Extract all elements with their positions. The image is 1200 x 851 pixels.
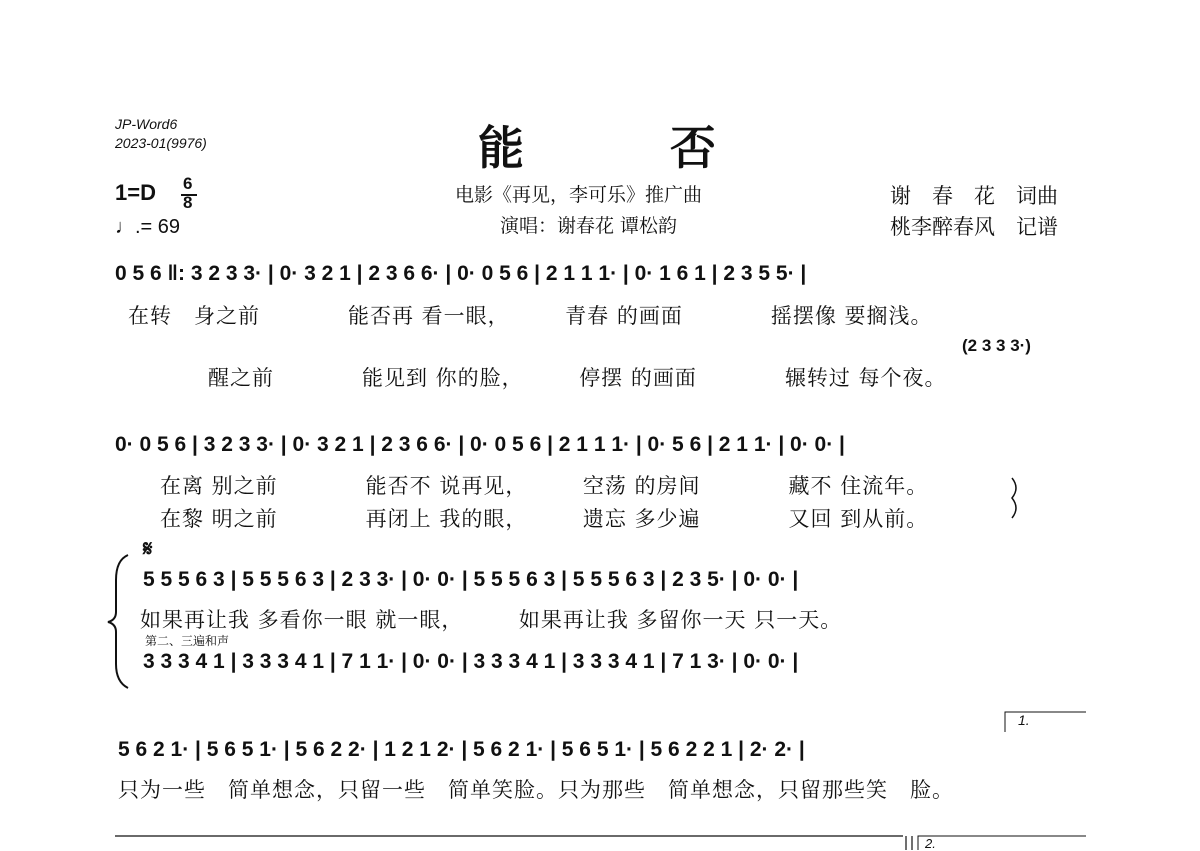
system2-lyrics-verse1: 在离 别之前 能否不 说再见， 空荡 的房间 藏不 住流年。 <box>160 474 929 498</box>
system1-lyrics-verse1: 在转 身之前 能否再 看一眼， 青春 的画面 摇摆像 要搁浅。 <box>128 304 933 328</box>
software-label: JP-Word6 <box>115 116 178 132</box>
system2-lyrics-verse2: 在黎 明之前 再闭上 我的眼， 遗忘 多少遍 又回 到从前。 <box>160 507 929 531</box>
volta-2-bracket <box>918 836 1086 850</box>
time-numerator: 6 <box>183 174 193 193</box>
system4-notes: 5 6 2 1· | 5 6 5 1· | 5 6 2 2· | 1 2 1 2· | 5 6 2 1· | 5 6 5 1· | 5 6 2 2 1 | 2· 2· | <box>118 738 805 761</box>
system2-notes: 0· 0 5 6 | 3 2 3 3· | 0· 3 2 1 | 2 3 6 6· | 0· 0 5 6 | 2 1 1 1· | 0· 5 6 | 2 1 1· | 0· 0· | <box>115 433 845 456</box>
segno-sign: 𝄋 <box>143 536 153 561</box>
system3-brace <box>108 555 128 688</box>
time-denominator: 8 <box>183 193 193 212</box>
system3-harmony-notes: 3 3 3 4 1 | 3 3 3 4 1 | 7 1 1· | 0· 0· | 3 3 3 4 1 | 3 3 3 4 1 | 7 1 3· | 0· 0· | <box>143 650 799 673</box>
system3-lyrics: 如果再让我 多看你一眼 就一眼， 如果再让我 多留你一天 只一天。 <box>140 608 843 632</box>
system1-lyrics-verse2: 醒之前 能见到 你的脸， 停摆 的画面 辗转过 每个夜。 <box>208 366 947 390</box>
transcriber-credit: 桃李醉春风 记谱 <box>890 215 1058 239</box>
volta-1-bracket <box>1005 712 1086 732</box>
version-label: 2023-01(9976) <box>115 135 207 151</box>
volta-1-label: 1. <box>1018 712 1030 728</box>
subtitle: 电影《再见，李可乐》推广曲 <box>455 184 703 206</box>
singers: 演唱：谢春花 谭松韵 <box>500 215 678 237</box>
system1-notes: 0 5 6 ‖: 3 2 3 3· | 0· 3 2 1 | 2 3 6 6· | 0· 0 5 6 | 2 1 1 1· | 0· 1 6 1 | 2 3 5 5· | <box>115 262 807 285</box>
harmony-label: 第二、三遍和声 <box>145 634 230 648</box>
system3-notes: 5 5 5 6 3 | 5 5 5 6 3 | 2 3 3· | 0· 0· | 5 5 5 6 3 | 5 5 5 6 3 | 2 3 5· | 0· 0· | <box>143 568 799 591</box>
verse-brace <box>1012 478 1016 518</box>
composer-credit: 谢 春 花 词曲 <box>890 184 1058 208</box>
page-title: 能 否 <box>478 121 718 175</box>
volta-2-label: 2. <box>925 836 936 851</box>
system1-alt-notes: (2 3 3 3·) <box>962 336 1031 355</box>
system4-lyrics: 只为一些 简单想念，只留一些 简单笑脸。只为那些 简单想念，只留那些笑 脸。 <box>118 778 954 802</box>
tempo-marking: ♩.= 69 <box>115 216 181 238</box>
key-signature: 1=D <box>115 180 156 205</box>
